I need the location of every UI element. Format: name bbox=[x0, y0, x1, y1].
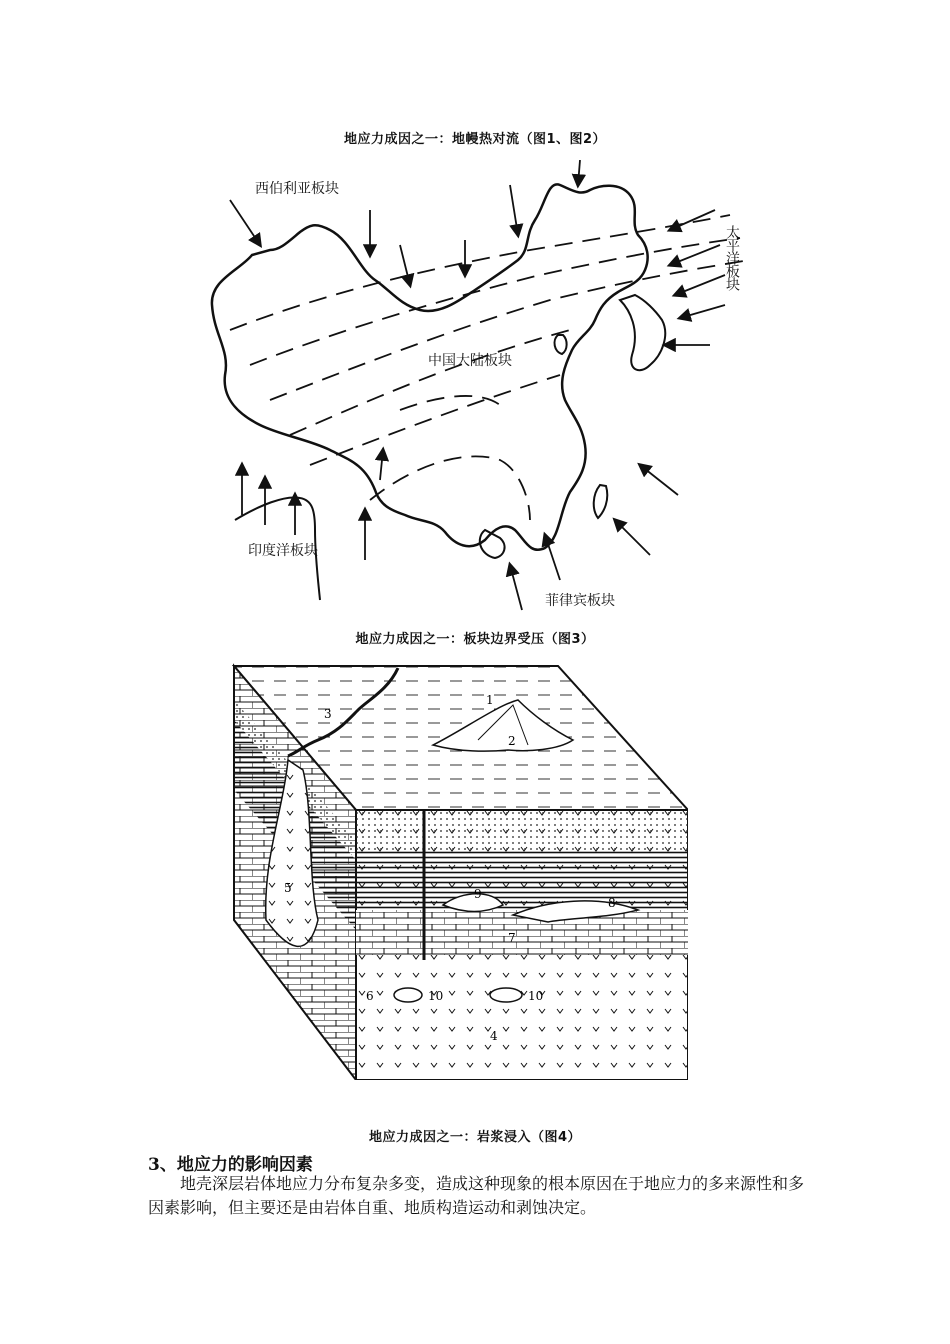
label-7: 7 bbox=[508, 931, 516, 945]
label-10a: 10 bbox=[428, 989, 444, 1003]
label-indian-ocean-plate: 印度洋板块 bbox=[248, 543, 318, 559]
label-9: 9 bbox=[474, 887, 482, 901]
label-siberian-plate: 西伯利亚板块 bbox=[255, 181, 339, 197]
magma-intrusion-block bbox=[228, 660, 688, 1080]
label-8: 8 bbox=[608, 896, 616, 910]
label-6: 6 bbox=[366, 989, 374, 1003]
label-pacific-plate: 太平洋板块 bbox=[724, 225, 740, 290]
figure-caption-1-2: 地应力成因之一：地幔热对流（图1、图2） bbox=[343, 132, 607, 147]
label-2: 2 bbox=[508, 734, 516, 748]
china-plate-map-figure bbox=[200, 160, 770, 620]
figure-caption-4: 地应力成因之一：岩浆浸入（图4） bbox=[368, 1130, 582, 1145]
label-philippine-plate: 菲律宾板块 bbox=[545, 593, 615, 609]
label-5: 5 bbox=[284, 881, 292, 895]
label-3: 3 bbox=[324, 707, 332, 721]
figure-caption-3: 地应力成因之一：板块边界受压（图3） bbox=[355, 632, 595, 647]
label-10b: 10 bbox=[528, 989, 544, 1003]
label-1: 1 bbox=[486, 693, 494, 707]
section-paragraph: 地壳深层岩体地应力分布复杂多变，造成这种现象的根本原因在于地应力的多来源性和多因素影响，但主要还是由岩体自重、地质构造运动和剥蚀决定。 bbox=[148, 1174, 805, 1217]
magma-intrusion-block-figure bbox=[228, 660, 688, 1080]
section-heading: 3、地应力的影响因素 bbox=[148, 1155, 313, 1175]
label-4: 4 bbox=[490, 1029, 498, 1043]
label-china-plate: 中国大陆板块 bbox=[428, 353, 512, 369]
